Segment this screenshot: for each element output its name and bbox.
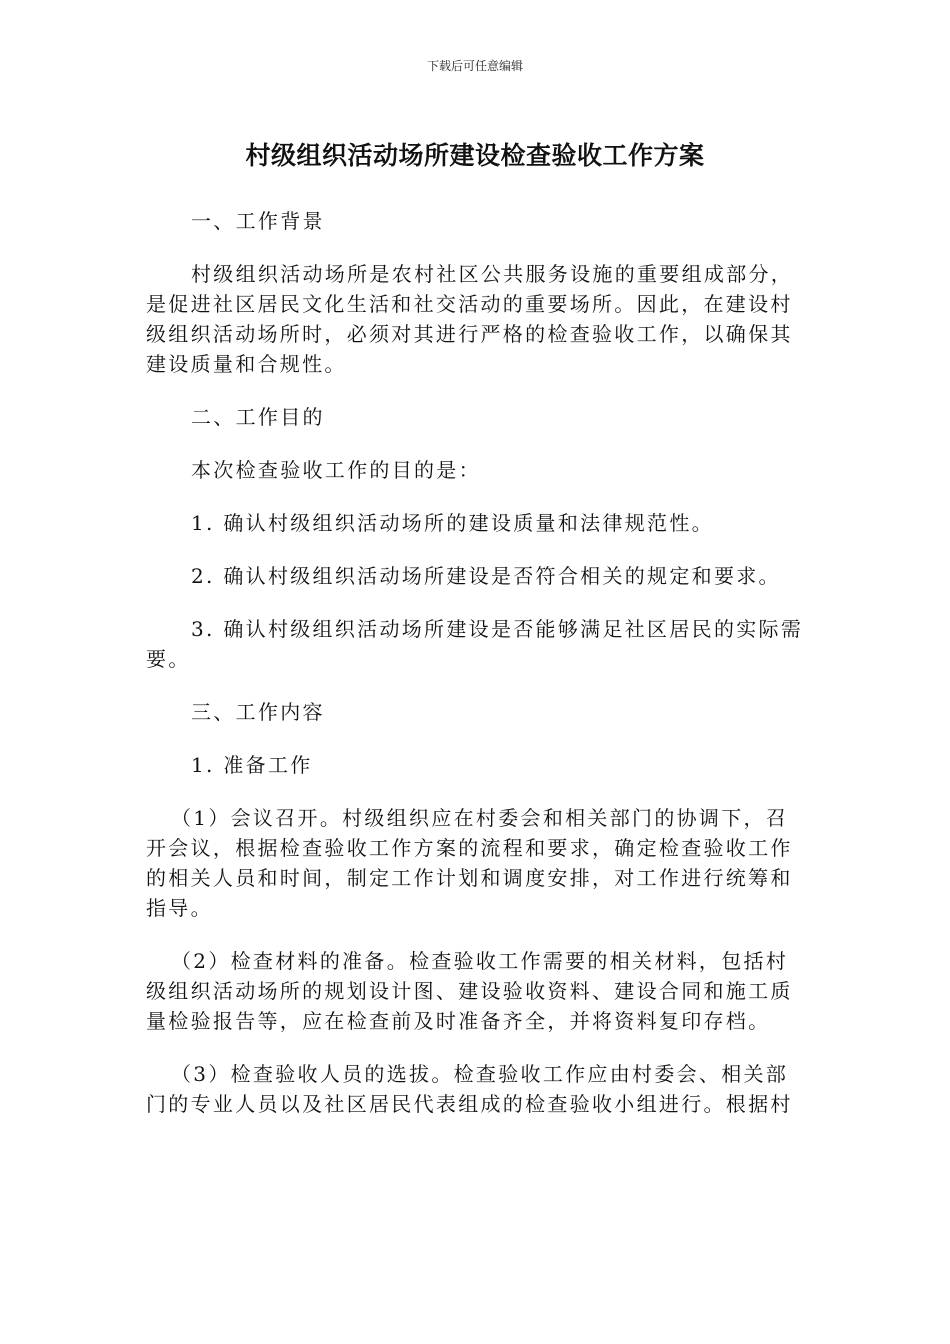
header-note: 下载后可任意编辑 [426, 59, 523, 73]
section-heading-background: 一、工作背景 [191, 209, 325, 233]
paragraph-personnel: （3）检查验收人员的选拔。检查验收工作应由村委会、相关部门的专业人员以及社区居民代表组成的检查验收小组进行。根据村 [146, 1062, 793, 1116]
list-item-purpose-2: 2. 确认村级组织活动场所建设是否符合相关的规定和要求。 [191, 564, 781, 588]
list-item-purpose-1: 1. 确认村级组织活动场所的建设质量和法律规范性。 [191, 511, 714, 535]
subheading-preparation: 1. 准备工作 [191, 753, 313, 777]
section-heading-purpose: 二、工作目的 [191, 405, 325, 429]
paragraph-meeting: （1）会议召开。村级组织应在村委会和相关部门的协调下，召开会议，根据检查验收工作方案的流程和要求，确定检查验收工作的相关人员和时间，制定工作计划和调度安排，对工作进行统筹和指导。 [146, 806, 793, 920]
paragraph-purpose-intro: 本次检查验收工作的目的是： [191, 458, 481, 482]
list-item-purpose-3: 3. 确认村级组织活动场所建设是否能够满足社区居民的实际需要。 [146, 617, 804, 671]
document-body [146, 206, 806, 1142]
document-title: 村级组织活动场所建设检查验收工作方案 [245, 141, 705, 170]
paragraph-background: 村级组织活动场所是农村社区公共服务设施的重要组成部分，是促进社区居民文化生活和社交活动的重要场所。因此，在建设村级组织活动场所时，必须对其进行严格的检查验收工作，以确保其建设质量和合规性。 [146, 262, 794, 376]
section-heading-content: 三、工作内容 [191, 700, 325, 724]
paragraph-materials: （2）检查材料的准备。检查验收工作需要的相关材料，包括村级组织活动场所的规划设计图、建设验收资料、建设合同和施工质量检验报告等，应在检查前及时准备齐全，并将资料复印存档。 [146, 949, 793, 1033]
